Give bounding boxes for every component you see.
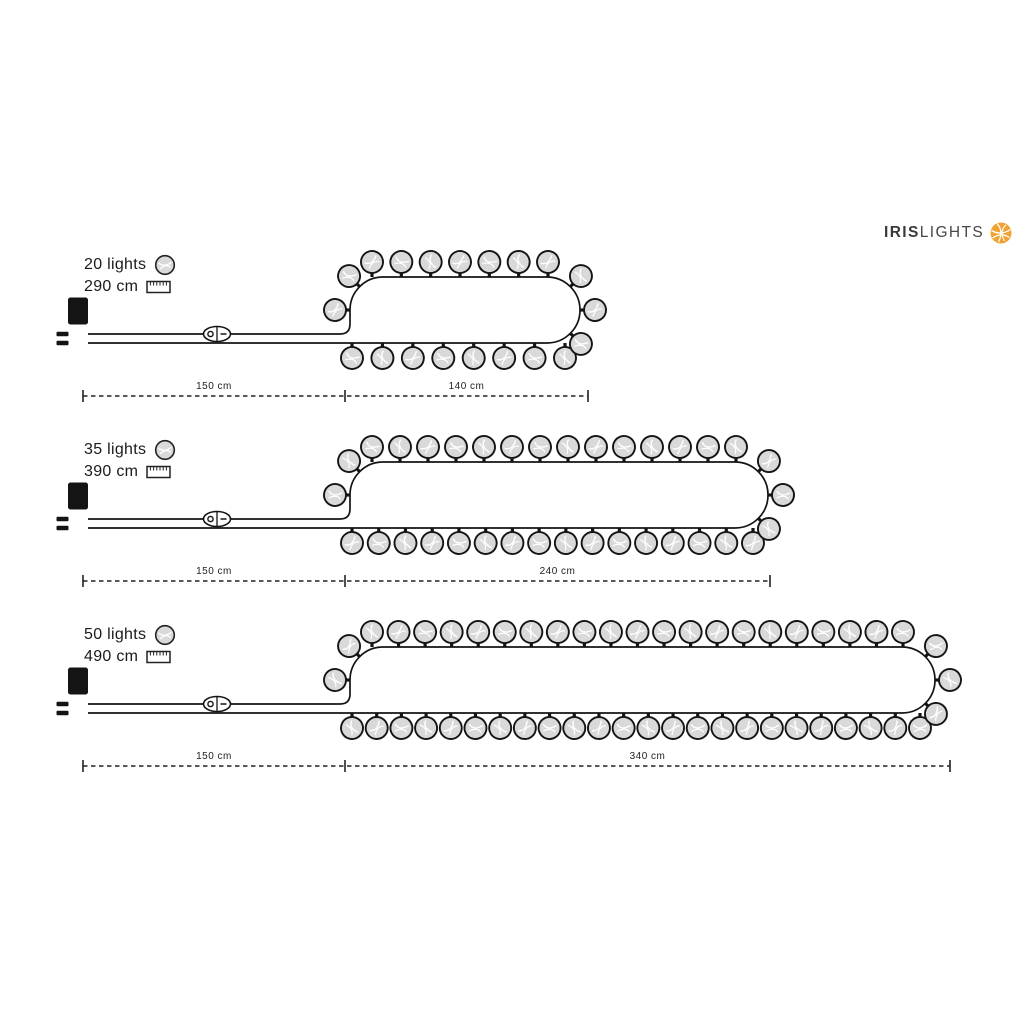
bulb — [694, 433, 722, 461]
bulb — [606, 529, 633, 556]
bulb — [491, 618, 519, 646]
length-label: 290 cm — [84, 278, 139, 295]
bulb — [525, 529, 552, 556]
bulb — [338, 714, 367, 743]
brand-name-bold: IRIS — [884, 224, 920, 241]
bulb — [810, 618, 837, 645]
bulb — [359, 619, 386, 646]
length-label: 490 cm — [84, 648, 139, 665]
string-50-label — [84, 624, 224, 668]
bulb — [935, 665, 965, 695]
dimension-line — [83, 751, 950, 772]
bulb — [806, 712, 837, 743]
bulb — [708, 713, 738, 743]
bulb — [861, 617, 892, 648]
length-label: 390 cm — [84, 463, 139, 480]
ruler-icon — [146, 465, 171, 479]
bulb — [417, 528, 448, 559]
plug-icon — [57, 298, 89, 346]
bulb — [497, 528, 528, 559]
bulb — [472, 529, 500, 557]
bulb — [583, 712, 614, 743]
bulb — [357, 432, 386, 461]
bulb — [475, 247, 504, 276]
dimension-label-span: 340 cm — [629, 751, 666, 762]
dimension-label-lead: 150 cm — [196, 381, 232, 392]
plug-icon — [57, 668, 89, 716]
bulb — [383, 617, 413, 647]
bulb — [781, 617, 812, 648]
yarn-ball-icon — [989, 221, 1013, 245]
bulb — [880, 712, 911, 743]
dimension-label-lead: 150 cm — [196, 566, 232, 577]
bulb — [442, 433, 471, 462]
bulb — [526, 433, 555, 462]
bulb — [337, 528, 368, 559]
bulb — [782, 713, 812, 743]
bulb — [445, 247, 475, 277]
bulb — [555, 434, 582, 461]
plug-icon — [57, 483, 89, 531]
bulb — [462, 715, 488, 741]
bulb — [759, 715, 784, 740]
bulb — [489, 343, 519, 373]
bulb — [320, 295, 350, 325]
bulb — [387, 247, 416, 276]
bulb — [506, 249, 532, 275]
bulb — [518, 618, 545, 645]
bulb — [570, 618, 598, 646]
bulb-icon — [154, 254, 176, 276]
bulb — [322, 482, 349, 509]
bulb — [418, 249, 444, 275]
bulb — [580, 295, 610, 325]
bulb — [460, 345, 487, 372]
bulb — [537, 715, 563, 741]
bulb — [634, 713, 663, 742]
bulb — [445, 529, 473, 557]
bulb — [632, 529, 660, 557]
bulb — [611, 715, 637, 741]
bulb — [387, 434, 413, 460]
bulb — [543, 617, 574, 648]
controller-icon — [204, 327, 231, 342]
bulb — [320, 665, 350, 695]
bulb — [509, 712, 540, 743]
bulb — [552, 529, 580, 557]
bulb — [756, 618, 784, 646]
dimension-label-span: 140 cm — [448, 381, 485, 392]
bulb — [712, 529, 741, 558]
ruler-icon — [146, 280, 171, 294]
bulb — [732, 712, 763, 743]
brand-name-light: LIGHTS — [919, 224, 985, 241]
bulb — [686, 530, 713, 557]
bulb — [411, 618, 439, 646]
bulb — [638, 433, 665, 460]
bulb — [361, 713, 392, 744]
bulb — [435, 713, 466, 744]
bulb — [577, 528, 608, 559]
bulb-icon — [154, 439, 176, 461]
bulb — [650, 618, 678, 646]
bulb — [497, 432, 527, 462]
bulb — [833, 716, 858, 741]
bulb — [388, 715, 415, 742]
dimension-label-lead: 150 cm — [196, 751, 232, 762]
ruler-icon — [146, 650, 171, 664]
bulb — [657, 712, 688, 743]
bulb — [398, 343, 428, 373]
bulb — [722, 433, 749, 460]
bulb-icon — [154, 624, 176, 646]
bulb — [429, 344, 458, 373]
bulb — [597, 618, 625, 646]
bulb — [357, 247, 387, 277]
bulb — [770, 482, 796, 508]
bulb — [533, 247, 563, 277]
bulb — [890, 619, 917, 646]
dimension-line — [83, 566, 770, 587]
bulb — [438, 618, 465, 645]
bulb — [657, 528, 688, 559]
bulb — [520, 344, 549, 373]
bulb — [856, 713, 886, 743]
string-35-label — [84, 439, 224, 483]
string-20-label — [84, 254, 224, 298]
bulb — [369, 345, 395, 371]
bulb — [702, 617, 733, 648]
brand-logo — [884, 221, 1013, 245]
bulb — [836, 618, 864, 646]
bulb — [581, 432, 611, 462]
bulb — [677, 618, 705, 646]
bulb — [463, 617, 493, 647]
bulb — [365, 529, 393, 557]
bulb — [337, 343, 366, 372]
dimension-line — [83, 381, 588, 402]
bulb — [413, 432, 443, 462]
bulb — [622, 617, 653, 648]
bulb — [665, 432, 695, 462]
lights-count-label: 50 lights — [84, 626, 147, 643]
bulb — [560, 713, 589, 742]
controller-icon — [204, 512, 231, 527]
controller-icon — [204, 697, 231, 712]
bulb — [730, 618, 757, 645]
bulb — [486, 713, 515, 742]
bulb — [471, 434, 498, 461]
bulb — [610, 433, 638, 461]
bulb — [412, 714, 441, 743]
lights-count-label: 20 lights — [84, 256, 147, 273]
bulb — [392, 529, 420, 557]
dimension-label-span: 240 cm — [539, 566, 576, 577]
bulb — [685, 715, 710, 740]
lights-count-label: 35 lights — [84, 441, 147, 458]
